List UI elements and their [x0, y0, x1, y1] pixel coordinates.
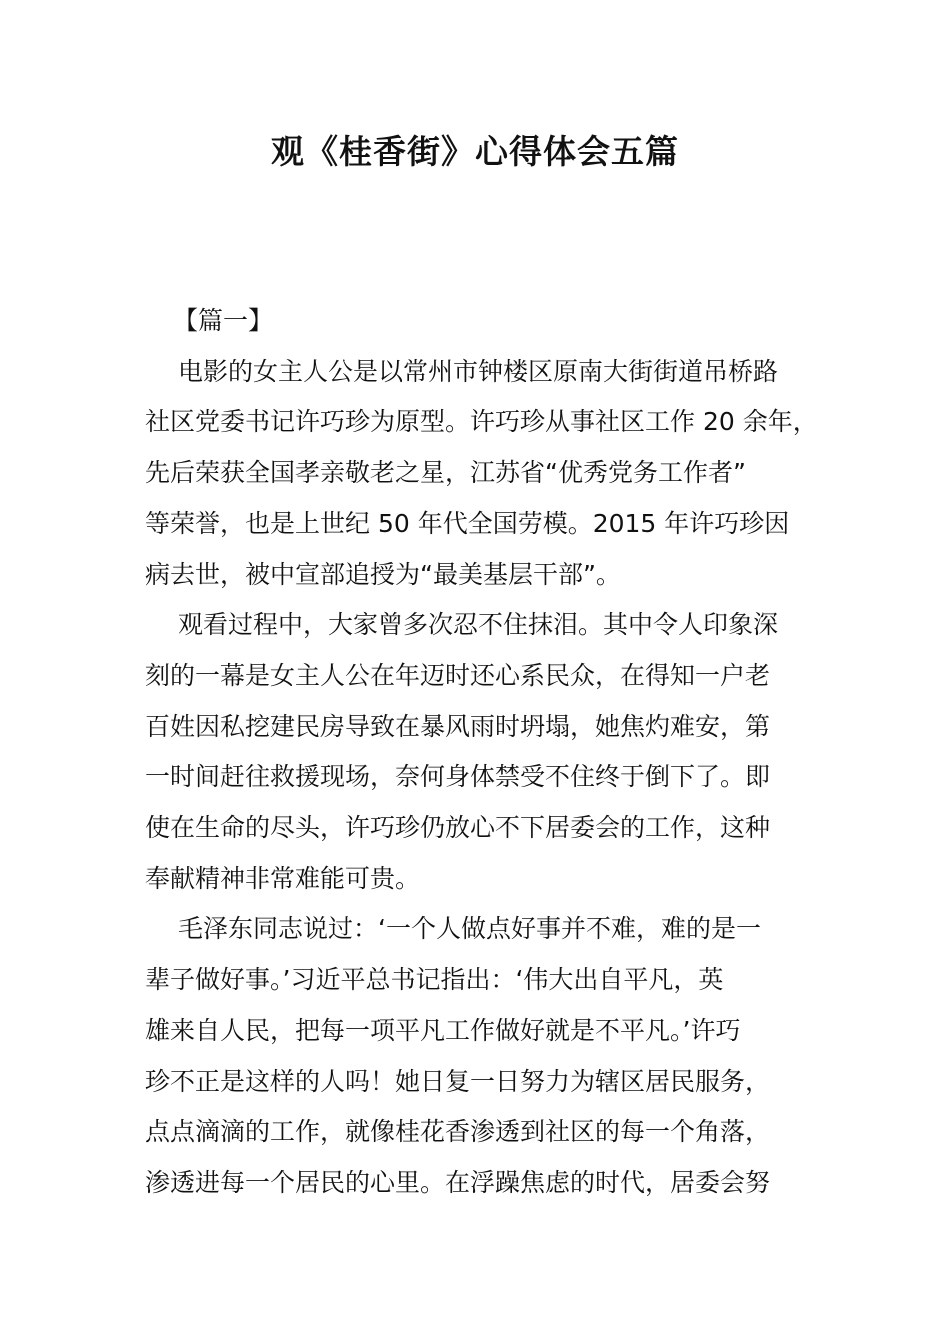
paragraph-line: 一时间赶往救援现场，奈何身体禁受不住终于倒下了。即 [145, 762, 771, 792]
paragraph-line: 等荣誉，也是上世纪 50 年代全国劳模。2015 年许巧珍因 [145, 508, 790, 538]
paragraph-line: 刻的一幕是女主人公在年迈时还心系民众，在得知一户老 [145, 660, 771, 690]
paragraph-line: 渗透进每一个居民的心里。在浮躁焦虑的时代，居委会努 [145, 1167, 771, 1197]
paragraph-line: 社区党委书记许巧珍为原型。许巧珍从事社区工作 20 余年， [145, 407, 818, 437]
paragraph-2 [145, 600, 805, 904]
section-label: 【篇一】 [173, 306, 274, 335]
document-title: 观《桂香街》心得体会五篇 [271, 132, 679, 171]
paragraph-line: 点点滴滴的工作，就像桂花香渗透到社区的每一个角落， [145, 1117, 771, 1147]
paragraph-line: 雄来自人民，把每一项平凡工作做好就是不平凡。’许巧 [145, 1015, 741, 1045]
paragraph-line: 先后荣获全国孝亲敬老之星，江苏省“优秀党务工作者” [145, 458, 746, 488]
document-body [145, 296, 818, 1209]
paragraph-line: 病去世，被中宣部追授为“最美基层干部”。 [145, 559, 621, 589]
paragraph-line: 电影的女主人公是以常州市钟楼区原南大街街道吊桥路 [178, 356, 779, 386]
paragraph-line: 观看过程中，大家曾多次忍不住抹泪。其中令人印象深 [178, 610, 779, 640]
paragraph-line: 百姓因私挖建民房导致在暴风雨时坍塌，她焦灼难安，第 [145, 711, 771, 741]
paragraph-line: 珍不正是这样的人吗！她日复一日努力为辖区居民服务， [145, 1066, 771, 1096]
paragraph-line: 毛泽东同志说过：‘一个人做点好事并不难，难的是一 [178, 914, 761, 944]
paragraph-1 [145, 347, 818, 601]
paragraph-line: 奉献精神非常难能可贵。 [145, 863, 421, 893]
paragraph-line: 使在生命的尽头，许巧珍仍放心不下居委会的工作，这种 [145, 813, 771, 843]
paragraph-3 [145, 904, 805, 1208]
paragraph-line: 辈子做好事。’习近平总书记指出：‘伟大出自平凡，英 [145, 965, 724, 995]
